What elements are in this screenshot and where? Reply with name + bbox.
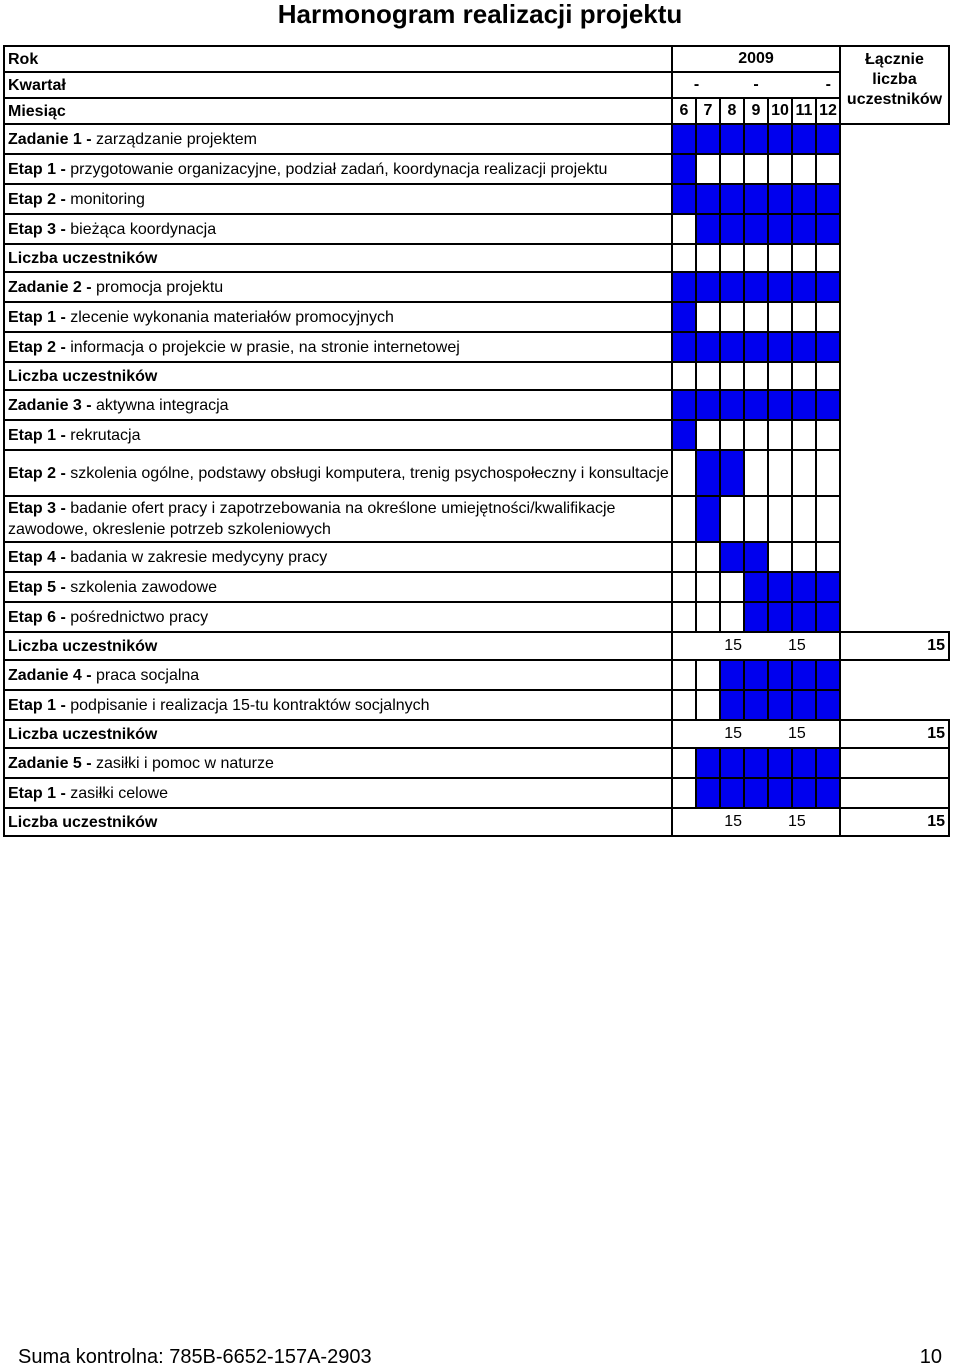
- schedule-cell-empty: [720, 496, 744, 542]
- schedule-cell-empty: [744, 496, 768, 542]
- count-value: 15: [744, 720, 840, 748]
- row-label-text: promocja projektu: [91, 278, 224, 296]
- row-label-text: monitoring: [65, 190, 145, 208]
- schedule-cell-active: [792, 572, 816, 602]
- schedule-cell-empty: [816, 450, 840, 496]
- row-label: [4, 632, 672, 660]
- schedule-cell-empty: [696, 660, 720, 690]
- schedule-cell-active: [720, 124, 744, 154]
- schedule-cell-active: [720, 184, 744, 214]
- row-label: [4, 808, 672, 836]
- schedule-cell-active: [672, 420, 696, 450]
- total-cell: [840, 778, 949, 808]
- schedule-cell-active: [696, 332, 720, 362]
- row-label-text: informacja o projekcie w prasie, na stronie internetowej: [65, 338, 460, 356]
- total-cell: [840, 154, 949, 184]
- schedule-cell-empty: [768, 302, 792, 332]
- schedule-cell-active: [744, 272, 768, 302]
- row-label: [4, 660, 672, 690]
- row-label-text: bieżąca koordynacja: [65, 220, 217, 238]
- schedule-cell-active: [768, 390, 792, 420]
- schedule-cell-active: [720, 214, 744, 244]
- row-label-text: szkolenia ogólne, podstawy obsługi komputera, trenig psychospołeczny i konsultacje: [65, 464, 669, 482]
- row-label: [4, 602, 672, 632]
- schedule-cell-empty: [720, 154, 744, 184]
- schedule-cell-active: [816, 690, 840, 720]
- row-label-prefix: Etap 1 -: [8, 696, 66, 714]
- schedule-cell-active: [672, 390, 696, 420]
- task-row: [4, 542, 949, 572]
- total-value: 15: [840, 720, 949, 748]
- schedule-cell-active: [792, 184, 816, 214]
- row-label-text: praca socjalna: [91, 666, 200, 684]
- schedule-cell-empty: [792, 420, 816, 450]
- schedule-cell-empty: [672, 660, 696, 690]
- schedule-cell-active: [720, 450, 744, 496]
- row-label-text: zarządzanie projektem: [91, 130, 257, 148]
- total-cell: [840, 690, 949, 720]
- row-label: [4, 496, 672, 542]
- schedule-cell-active: [744, 124, 768, 154]
- schedule-cell-active: [816, 572, 840, 602]
- task-row: [4, 390, 949, 420]
- row-label: [4, 778, 672, 808]
- row-label: [4, 214, 672, 244]
- schedule-cell-empty: [672, 778, 696, 808]
- schedule-cell-empty: [672, 244, 696, 272]
- schedule-cell-empty: [744, 420, 768, 450]
- schedule-cell-empty: [672, 496, 696, 542]
- schedule-cell-empty: [696, 362, 720, 390]
- header-row-quarter: [4, 72, 949, 98]
- schedule-cell-active: [696, 778, 720, 808]
- row-label: [4, 450, 672, 496]
- row-label: [4, 184, 672, 214]
- count-value: 15: [744, 808, 840, 836]
- schedule-cell-empty: [672, 748, 696, 778]
- task-row: [4, 184, 949, 214]
- schedule-cell-empty: [744, 244, 768, 272]
- row-label-prefix: Etap 5 -: [8, 578, 66, 596]
- task-row: [4, 332, 949, 362]
- schedule-cell-active: [744, 778, 768, 808]
- participants-row: [4, 632, 949, 660]
- schedule-cell-active: [744, 332, 768, 362]
- row-label: [4, 420, 672, 450]
- row-label: [4, 542, 672, 572]
- row-label: [4, 690, 672, 720]
- schedule-cell-empty: [744, 154, 768, 184]
- schedule-cell-active: [792, 748, 816, 778]
- schedule-cell-empty: [672, 542, 696, 572]
- task-row: [4, 690, 949, 720]
- task-row: [4, 124, 949, 154]
- total-cell: [840, 572, 949, 602]
- total-cell: [840, 244, 949, 272]
- row-label: [4, 302, 672, 332]
- schedule-cell-empty: [816, 542, 840, 572]
- schedule-cell-empty: [720, 602, 744, 632]
- task-row: [4, 778, 949, 808]
- schedule-cell-active: [816, 214, 840, 244]
- total-cell: [840, 450, 949, 496]
- row-label-text: zasiłki i pomoc w naturze: [91, 754, 274, 772]
- quarter-cell: -: [672, 72, 720, 98]
- schedule-cell-active: [744, 184, 768, 214]
- schedule-cell-active: [792, 660, 816, 690]
- row-label-text: badania w zakresie medycyny pracy: [65, 548, 328, 566]
- schedule-cell-empty: [696, 602, 720, 632]
- total-cell: [840, 496, 949, 542]
- schedule-cell-active: [720, 390, 744, 420]
- task-row: [4, 748, 949, 778]
- schedule-cell-empty: [672, 602, 696, 632]
- schedule-cell-empty: [672, 572, 696, 602]
- schedule-cell-empty: [696, 302, 720, 332]
- schedule-cell-empty: [696, 244, 720, 272]
- schedule-cell-active: [816, 778, 840, 808]
- schedule-cell-empty: [672, 450, 696, 496]
- task-row: [4, 272, 949, 302]
- row-label-prefix: Zadanie 1 -: [8, 130, 92, 148]
- total-cell: [840, 390, 949, 420]
- schedule-cell-active: [744, 602, 768, 632]
- participants-row: [4, 362, 949, 390]
- schedule-cell-active: [696, 450, 720, 496]
- schedule-cell-active: [792, 390, 816, 420]
- total-cell: [840, 602, 949, 632]
- schedule-cell-active: [792, 778, 816, 808]
- quarter-cell: -: [792, 72, 840, 98]
- participants-row: [4, 244, 949, 272]
- row-label: [4, 748, 672, 778]
- row-label-text: aktywna integracja: [91, 396, 229, 414]
- row-label-text: podpisanie i realizacja 15-tu kontraktów socjalnych: [65, 696, 430, 714]
- row-label-text: badanie ofert pracy i zapotrzebowania na określone umiejętności/kwalifikacje zawodowe, okreslenie potrzeb szkoleniowych: [8, 500, 616, 538]
- schedule-cell-active: [768, 124, 792, 154]
- row-label: [4, 720, 672, 748]
- schedule-cell-empty: [744, 362, 768, 390]
- schedule-cell-active: [792, 124, 816, 154]
- schedule-cell-active: [744, 660, 768, 690]
- schedule-cell-empty: [744, 450, 768, 496]
- schedule-cell-empty: [672, 362, 696, 390]
- count-value: 15: [672, 632, 744, 660]
- total-cell: [840, 272, 949, 302]
- schedule-cell-empty: [696, 420, 720, 450]
- schedule-cell-active: [768, 272, 792, 302]
- total-cell: [840, 748, 949, 778]
- schedule-cell-active: [720, 778, 744, 808]
- schedule-cell-active: [792, 332, 816, 362]
- total-cell: [840, 542, 949, 572]
- total-cell: [840, 362, 949, 390]
- rok-label: Rok: [4, 46, 672, 72]
- row-label-prefix: Zadanie 4 -: [8, 666, 92, 684]
- row-label-prefix: Liczba uczestników: [8, 813, 158, 831]
- total-cell: [840, 184, 949, 214]
- count-value: 15: [672, 720, 744, 748]
- schedule-cell-empty: [792, 542, 816, 572]
- schedule-cell-empty: [768, 154, 792, 184]
- schedule-cell-empty: [720, 572, 744, 602]
- header-row-month: [4, 98, 949, 124]
- total-header: Łącznie liczba uczestników: [840, 46, 949, 124]
- schedule-cell-empty: [768, 362, 792, 390]
- schedule-cell-empty: [720, 302, 744, 332]
- schedule-cell-active: [768, 572, 792, 602]
- schedule-cell-active: [816, 272, 840, 302]
- total-cell: [840, 124, 949, 154]
- schedule-cell-active: [792, 602, 816, 632]
- row-label-text: rekrutacja: [65, 426, 141, 444]
- month-cell: 12: [816, 98, 840, 124]
- total-cell: [840, 332, 949, 362]
- schedule-cell-active: [720, 748, 744, 778]
- row-label-text: zlecenie wykonania materiałów promocyjnych: [65, 308, 394, 326]
- schedule-cell-empty: [720, 362, 744, 390]
- task-row: [4, 572, 949, 602]
- schedule-cell-empty: [792, 450, 816, 496]
- kwartal-label: Kwartał: [4, 72, 672, 98]
- schedule-cell-empty: [816, 362, 840, 390]
- total-cell: [840, 302, 949, 332]
- schedule-cell-active: [672, 272, 696, 302]
- schedule-cell-active: [696, 496, 720, 542]
- schedule-cell-active: [816, 602, 840, 632]
- schedule-cell-empty: [672, 214, 696, 244]
- month-cell: 11: [792, 98, 816, 124]
- quarter-cell: -: [720, 72, 792, 98]
- row-label-prefix: Etap 2 -: [8, 338, 66, 356]
- page-title: Harmonogram realizacji projektu: [277, 0, 683, 29]
- schedule-cell-active: [672, 302, 696, 332]
- schedule-cell-active: [720, 542, 744, 572]
- row-label-text: zasiłki celowe: [65, 784, 169, 802]
- row-label-prefix: Zadanie 2 -: [8, 278, 92, 296]
- task-row: [4, 420, 949, 450]
- schedule-cell-empty: [792, 302, 816, 332]
- schedule-cell-active: [816, 124, 840, 154]
- row-label: [4, 572, 672, 602]
- task-row: [4, 496, 949, 542]
- schedule-cell-empty: [768, 420, 792, 450]
- schedule-cell-active: [696, 124, 720, 154]
- schedule-cell-active: [816, 660, 840, 690]
- schedule-cell-active: [816, 390, 840, 420]
- schedule-cell-empty: [720, 420, 744, 450]
- schedule-cell-active: [672, 332, 696, 362]
- schedule-cell-empty: [672, 690, 696, 720]
- schedule-cell-empty: [816, 154, 840, 184]
- schedule-cell-active: [816, 748, 840, 778]
- schedule-cell-active: [816, 184, 840, 214]
- month-cell: 6: [672, 98, 696, 124]
- count-value: 15: [744, 632, 840, 660]
- row-label-prefix: Liczba uczestników: [8, 725, 158, 743]
- schedule-cell-empty: [816, 302, 840, 332]
- count-value: 15: [672, 808, 744, 836]
- row-label: [4, 272, 672, 302]
- schedule-cell-active: [696, 214, 720, 244]
- schedule-cell-active: [672, 184, 696, 214]
- row-label: [4, 332, 672, 362]
- row-label-prefix: Etap 2 -: [8, 190, 66, 208]
- schedule-cell-empty: [792, 496, 816, 542]
- schedule-cell-active: [744, 390, 768, 420]
- participants-row: [4, 808, 949, 836]
- row-label-prefix: Zadanie 5 -: [8, 754, 92, 772]
- month-cell: 8: [720, 98, 744, 124]
- schedule-cell-active: [744, 214, 768, 244]
- page-number: 10: [919, 1346, 942, 1368]
- schedule-cell-empty: [696, 542, 720, 572]
- schedule-cell-empty: [696, 572, 720, 602]
- total-value: 15: [840, 808, 949, 836]
- schedule-cell-empty: [792, 244, 816, 272]
- row-label-prefix: Etap 6 -: [8, 608, 66, 626]
- schedule-cell-active: [768, 332, 792, 362]
- month-cell: 7: [696, 98, 720, 124]
- schedule-cell-active: [792, 214, 816, 244]
- schedule-cell-active: [768, 748, 792, 778]
- schedule-cell-active: [744, 748, 768, 778]
- task-row: [4, 660, 949, 690]
- schedule-cell-empty: [792, 362, 816, 390]
- task-row: [4, 154, 949, 184]
- schedule-cell-active: [672, 124, 696, 154]
- schedule-cell-empty: [816, 244, 840, 272]
- schedule-cell-empty: [768, 542, 792, 572]
- schedule-cell-active: [744, 572, 768, 602]
- schedule-cell-empty: [768, 496, 792, 542]
- schedule-cell-empty: [816, 496, 840, 542]
- schedule-cell-empty: [768, 450, 792, 496]
- task-row: [4, 450, 949, 496]
- checksum-text: Suma kontrolna: 785B-6652-157A-2903: [18, 1346, 372, 1368]
- schedule-cell-active: [768, 660, 792, 690]
- row-label-prefix: Etap 3 -: [8, 220, 66, 238]
- schedule-cell-empty: [792, 154, 816, 184]
- schedule-cell-empty: [768, 244, 792, 272]
- row-label: [4, 124, 672, 154]
- row-label-prefix: Etap 1 -: [8, 784, 66, 802]
- schedule-cell-active: [744, 542, 768, 572]
- schedule-table: [3, 45, 950, 837]
- schedule-cell-empty: [696, 154, 720, 184]
- schedule-cell-active: [768, 690, 792, 720]
- header-row-year: [4, 46, 949, 72]
- schedule-cell-active: [696, 272, 720, 302]
- row-label-prefix: Etap 1 -: [8, 426, 66, 444]
- schedule-cell-active: [792, 690, 816, 720]
- row-label-prefix: Etap 3 -: [8, 500, 66, 517]
- schedule-cell-active: [816, 332, 840, 362]
- row-label-prefix: Liczba uczestników: [8, 249, 158, 267]
- row-label-text: szkolenia zawodowe: [65, 578, 217, 596]
- schedule-cell-empty: [720, 244, 744, 272]
- row-label-text: przygotowanie organizacyjne, podział zadań, koordynacja realizacji projektu: [65, 160, 608, 178]
- row-label-prefix: Etap 2 -: [8, 464, 66, 482]
- schedule-cell-empty: [744, 302, 768, 332]
- row-label: [4, 362, 672, 390]
- row-label-prefix: Zadanie 3 -: [8, 396, 92, 414]
- schedule-cell-active: [768, 602, 792, 632]
- row-label-prefix: Etap 1 -: [8, 308, 66, 326]
- row-label-prefix: Etap 4 -: [8, 548, 66, 566]
- task-row: [4, 302, 949, 332]
- row-label-prefix: Liczba uczestników: [8, 367, 158, 385]
- row-label: [4, 244, 672, 272]
- participants-row: [4, 720, 949, 748]
- task-row: [4, 214, 949, 244]
- schedule-cell-active: [720, 690, 744, 720]
- year-cell: 2009: [672, 46, 840, 72]
- schedule-cell-active: [768, 214, 792, 244]
- total-cell: [840, 420, 949, 450]
- row-label: [4, 154, 672, 184]
- total-cell: [840, 660, 949, 690]
- total-cell: [840, 214, 949, 244]
- schedule-cell-active: [768, 184, 792, 214]
- schedule-cell-active: [696, 390, 720, 420]
- total-value: 15: [840, 632, 949, 660]
- schedule-cell-active: [720, 332, 744, 362]
- miesiac-label: Miesiąc: [4, 98, 672, 124]
- row-label-prefix: Etap 1 -: [8, 160, 66, 178]
- task-row: [4, 602, 949, 632]
- month-cell: 9: [744, 98, 768, 124]
- schedule-cell-active: [768, 778, 792, 808]
- schedule-cell-active: [696, 748, 720, 778]
- schedule-cell-empty: [816, 420, 840, 450]
- row-label-text: pośrednictwo pracy: [65, 608, 209, 626]
- row-label-prefix: Liczba uczestników: [8, 637, 158, 655]
- schedule-cell-active: [720, 660, 744, 690]
- month-cell: 10: [768, 98, 792, 124]
- schedule-cell-active: [720, 272, 744, 302]
- schedule-cell-active: [696, 184, 720, 214]
- schedule-cell-active: [792, 272, 816, 302]
- schedule-cell-active: [744, 690, 768, 720]
- schedule-cell-active: [672, 154, 696, 184]
- schedule-cell-empty: [696, 690, 720, 720]
- row-label: [4, 390, 672, 420]
